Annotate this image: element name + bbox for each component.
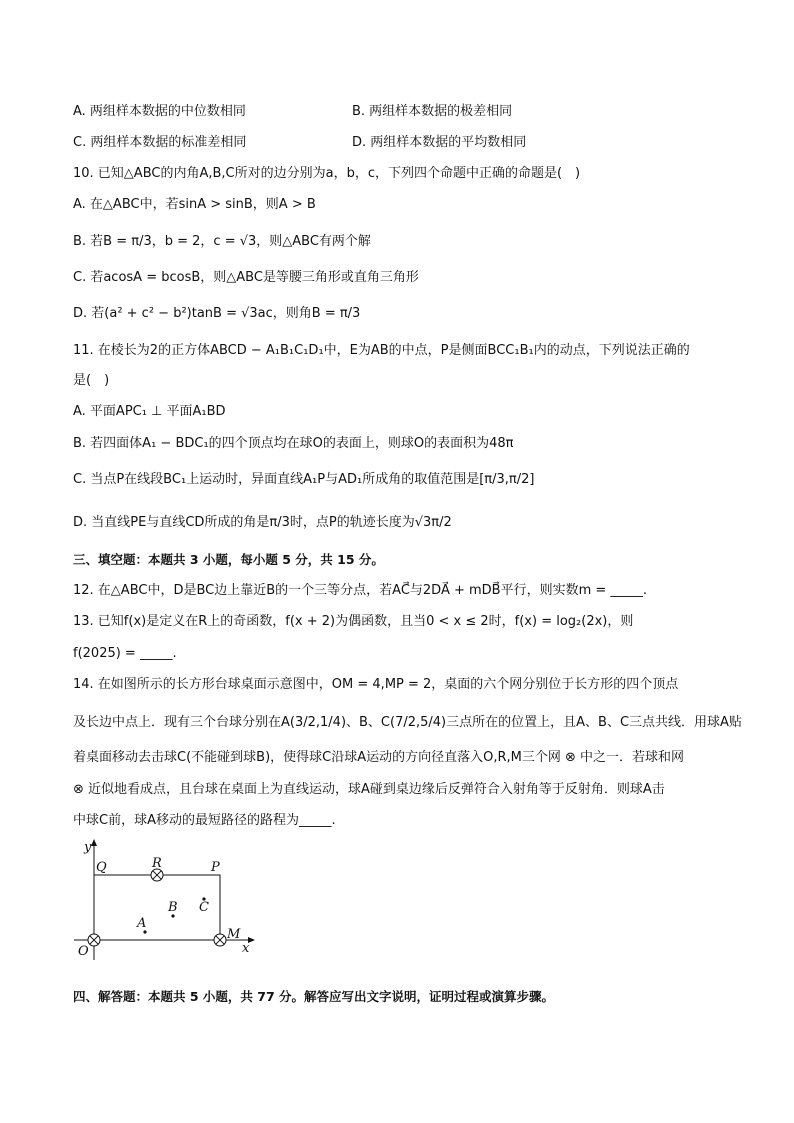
q10-option-c: C. 若acosA = bcosB，则△ABC是等腰三角形或直角三角形 [73,270,419,285]
section-4-heading: 四、解答题：本题共 5 小题，共 77 分。解答应写出文字说明，证明过程或演算步骤。 [73,989,555,1004]
q14-line5: 中球C前，球A移动的最短路径的路程为_____. [73,813,336,828]
q13-line1: 13. 已知f(x)是定义在R上的奇函数，f(x + 2)为偶函数，且当0 < x ≤ 2时，f(x) = log₂(2x)，则 [73,614,634,629]
q14-line2: 及长边中点上．现有三个台球分别在A(3/2,1/4)、B、C(7/2,5/4)三点所在的位置上，且A、B、C三点共线．用球A贴 [73,715,742,730]
label-o: O [78,944,89,959]
pocket-m-icon [214,934,226,946]
q9-option-a: A. 两组样本数据的中位数相同 [73,104,246,119]
q10-option-d: D. 若(a² + c² − b²)tanB = √3ac，则角B = π/3 [73,306,361,321]
q12-text: 12. 在△ABC中，D是BC边上靠近B的一个三等分点，若AC⃗与2DA⃗ + mDB⃗平行，则实数m = _____. [73,583,648,598]
q9-option-c: C. 两组样本数据的标准差相同 [73,135,247,150]
label-b: B [168,900,178,915]
section-3-heading: 三、填空题：本题共 3 小题，每小题 5 分，共 15 分。 [73,552,384,567]
label-x: x [242,941,250,956]
q14-line1: 14. 在如图所示的长方形台球桌面示意图中，OM = 4,MP = 2，桌面的六个网分别位于长方形的四个顶点 [73,677,679,692]
label-p: P [211,860,220,875]
q14-line4: ⊗ 近似地看成点，且台球在桌面上为直线运动，球A碰到桌边缘后反弹符合入射角等于反射角．则球A击 [73,782,665,797]
q13-line2: f(2025) = _____. [73,646,177,661]
q10-option-a: A. 在△ABC中，若sinA > sinB，则A > B [73,197,316,212]
q11-stem-line2: 是( ) [73,373,110,388]
q9-option-d: D. 两组样本数据的平均数相同 [352,135,527,150]
q11-option-a: A. 平面APC₁ ⊥ 平面A₁BD [73,404,226,419]
billiard-table-figure [70,838,260,968]
q10-stem: 10. 已知△ABC的内角A,B,C所对的边分别为a，b，c，下列四个命题中正确的命题是( ) [73,166,581,181]
q14-line3: 着桌面移动去击球C(不能碰到球B)，使得球C沿球A运动的方向径直落入O,R,M三个网 ⊗ 中之一．若球和网 [73,750,685,765]
q10-option-b: B. 若B = π/3，b = 2，c = √3，则△ABC有两个解 [73,234,371,249]
q11-option-c: C. 当点P在线段BC₁上运动时，异面直线A₁P与AD₁所成角的取值范围是[π/3,π/2] [73,472,535,487]
q11-stem-line1: 11. 在棱长为2的正方体ABCD − A₁B₁C₁D₁中，E为AB的中点，P是侧面BCC₁B₁内的动点，下列说法正确的 [73,343,690,358]
q11-option-d: D. 当直线PE与直线CD所成的角是π/3时，点P的轨迹长度为√3π/2 [73,515,452,530]
label-c: C [199,900,209,915]
q11-option-b: B. 若四面体A₁ − BDC₁的四个顶点均在球O的表面上，则球O的表面积为48π [73,436,514,451]
label-m: M [227,927,241,942]
label-r: R [152,856,162,871]
label-q: Q [96,860,107,875]
label-y: y [84,840,92,855]
pocket-o-icon [88,934,100,946]
q9-option-b: B. 两组样本数据的极差相同 [352,104,513,119]
label-a: A [137,916,147,931]
y-axis-arrow-icon [91,839,97,846]
